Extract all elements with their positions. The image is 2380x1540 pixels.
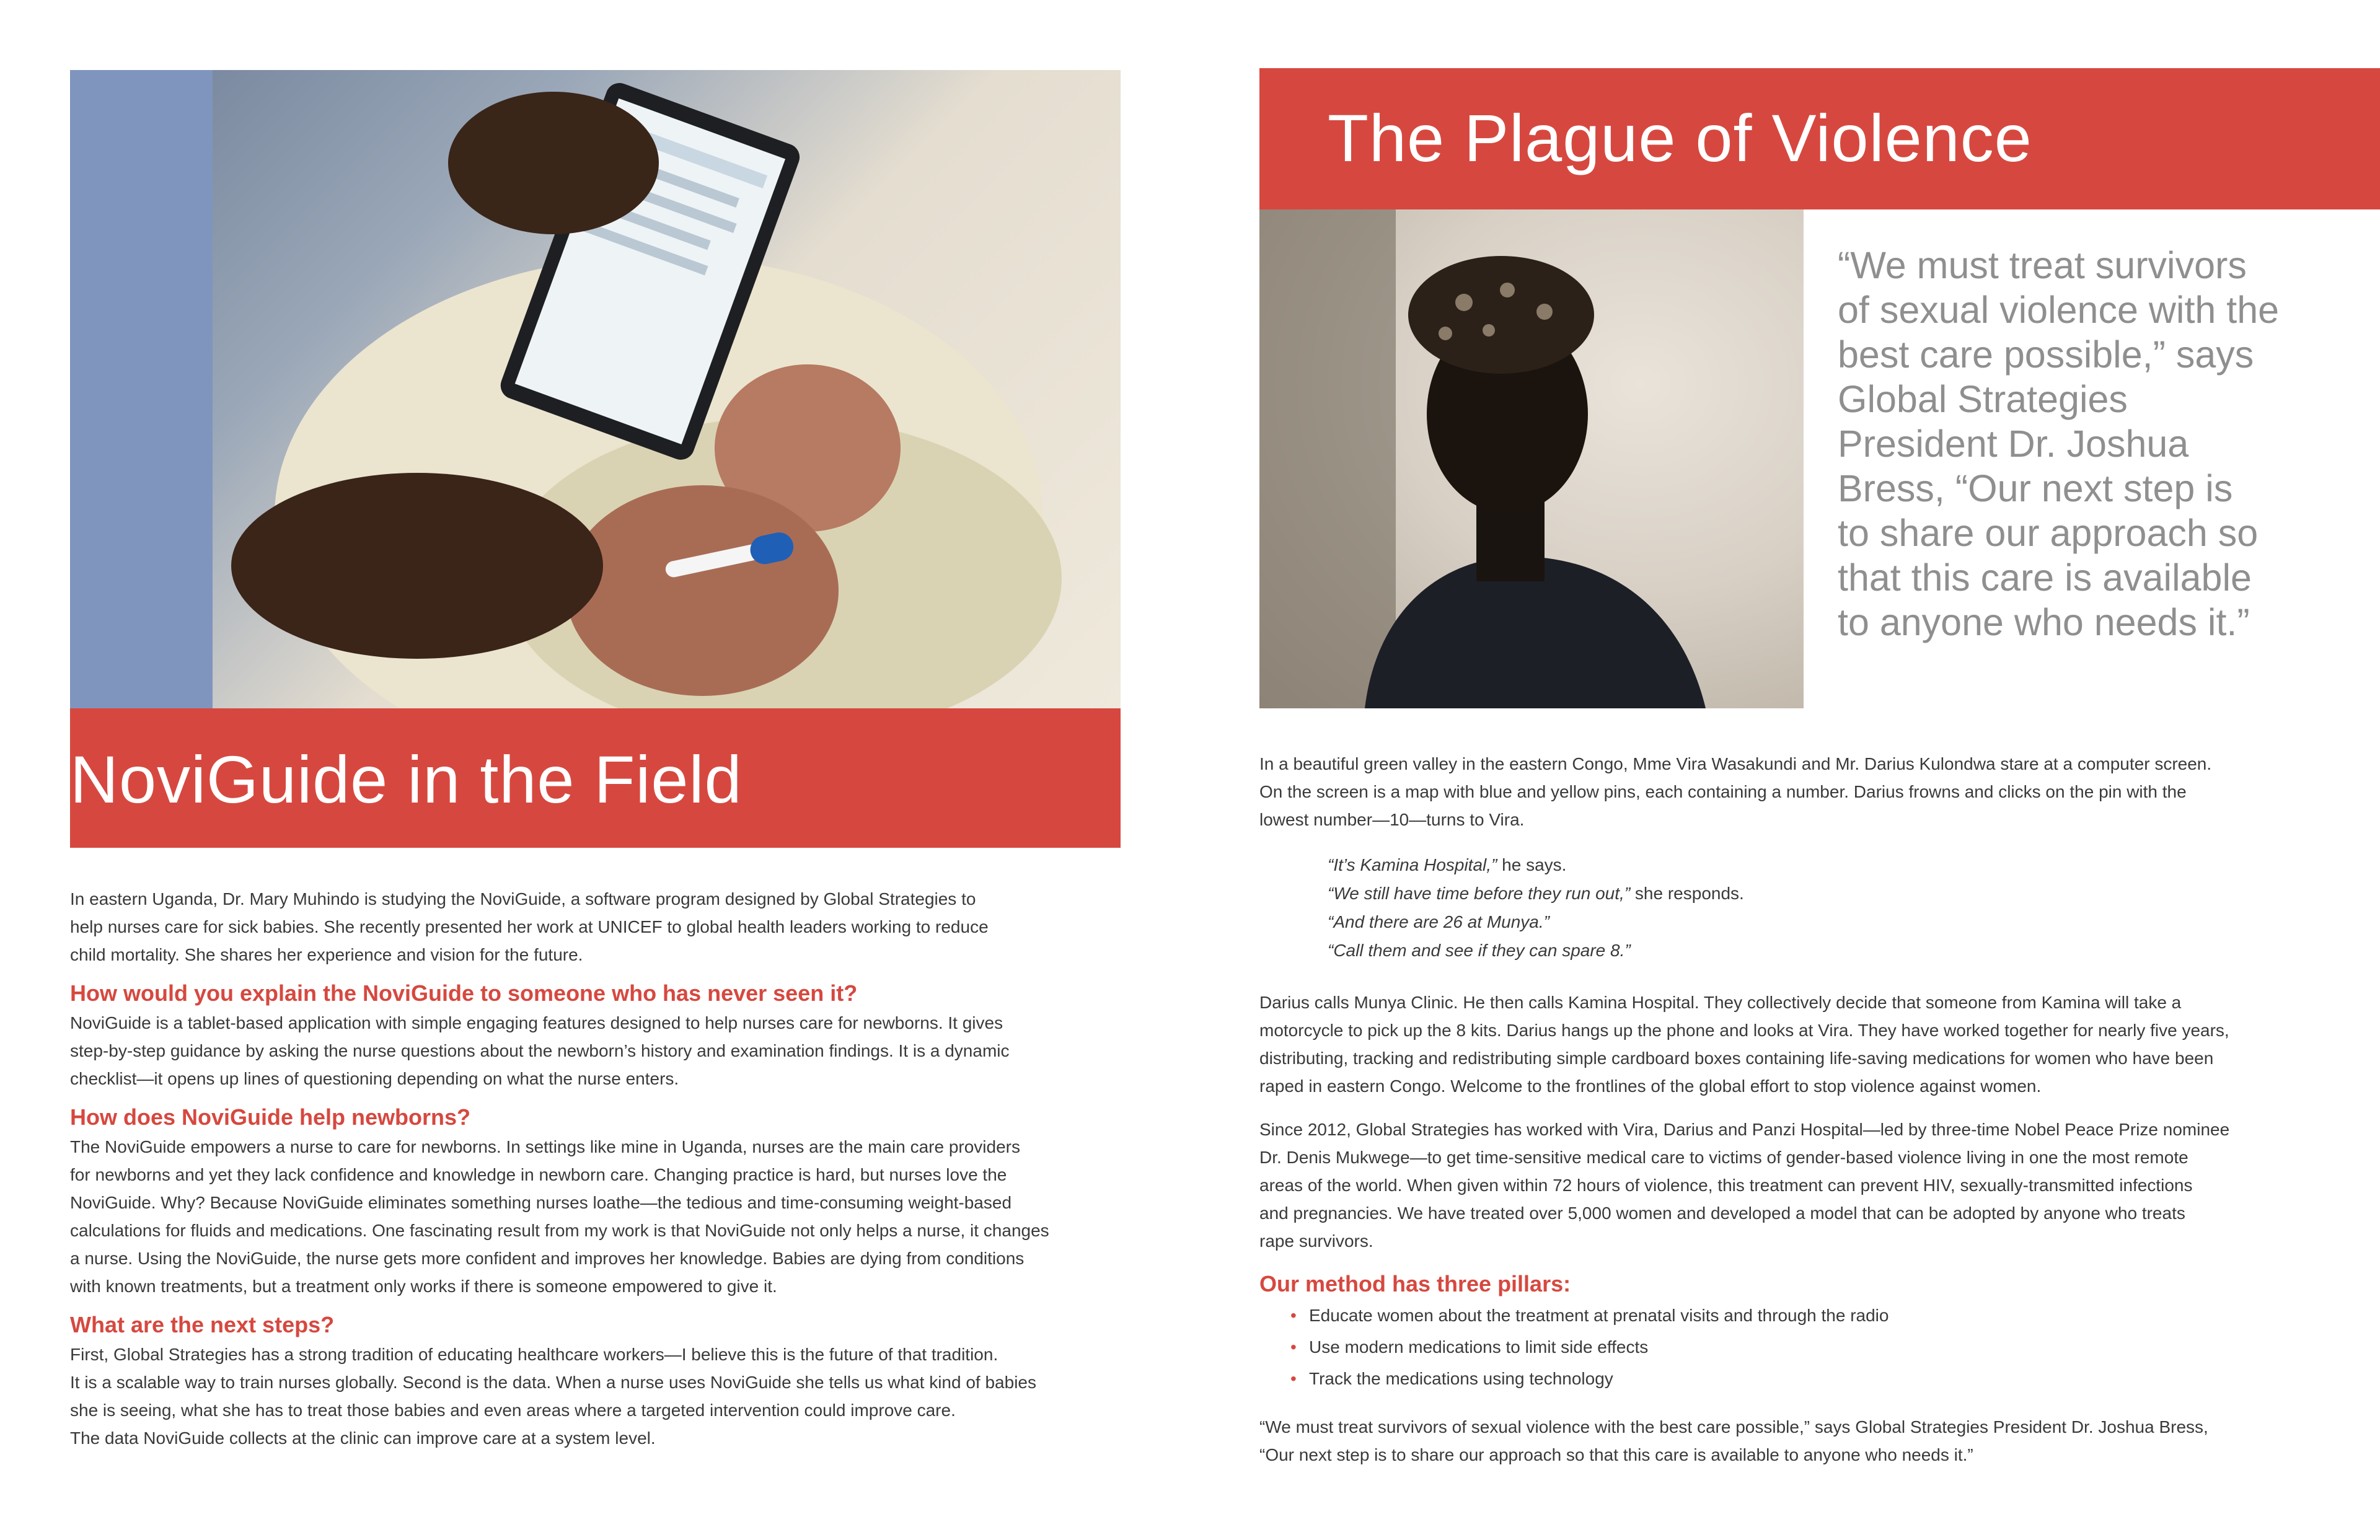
pillar-text: Track the medications using technology — [1309, 1369, 1613, 1388]
dialog-quote: “And there are 26 at Munya.” — [1328, 912, 1549, 931]
dialog-quote: “We still have time before they run out,” — [1328, 884, 1631, 903]
hand-holding-tablet — [448, 92, 659, 234]
pillar-item — [1290, 1300, 2356, 1331]
dialog-quote: “It’s Kamina Hospital,” — [1328, 855, 1497, 874]
nurse-uniform — [70, 70, 213, 708]
title-banner-right — [1259, 68, 2380, 209]
newborn-photo — [70, 70, 1121, 708]
answer-paragraph: NoviGuide is a tablet-based application with simple engaging features designed to help nurses care for newborns. It gives step-by-step guidance by asking the nurse questions about the newborn’s history and examination findings. It is a dynamic checklist—it opens up lines of questioning depending on what the nurse enters. — [70, 1013, 1010, 1088]
dialog-line — [1328, 851, 2356, 879]
dialog-quote: “Call them and see if they can spare 8.” — [1328, 941, 1631, 960]
paragraph-frontlines: Darius calls Munya Clinic. He then calls Kamina Hospital. They collectively decide that someone from Kamina will take a motorcycle to pick up the 8 kits. Darius hangs up the phone and looks at Vira. They have worked together for nearly five years, distributing, tracking and redistributing simple cardboard boxes containing life-saving medications for women who have been raped in eastern Congo. Welcome to the frontlines of the global effort to stop violence against women. — [1259, 993, 2229, 1096]
bullet-icon: • — [1290, 1369, 1297, 1388]
head-wrap — [1408, 256, 1594, 374]
dialog-line — [1328, 936, 2356, 965]
bullet-icon: • — [1290, 1306, 1297, 1325]
baby-body — [566, 485, 839, 696]
intro-paragraph-left: In eastern Uganda, Dr. Mary Muhindo is studying the NoviGuide, a software program designed by Global Strategies to help nurses care for sick babies. She recently presented her work at UNICEF to global health leaders working to reduce child mortality. She shares her experience and vision for the future. — [70, 889, 989, 964]
article-column — [1259, 750, 2356, 1469]
interview-column — [70, 885, 1117, 1452]
pull-quote: “We must treat survivors of sexual violence with the best care possible,” says Global Strategies President Dr. Joshua Bress, “Our next step is to share our approach so that this care is available to anyone who needs it.” — [1838, 244, 2280, 643]
paragraph-since-2012: Since 2012, Global Strategies has worked with Vira, Darius and Panzi Hospital—led by three-time Nobel Peace Prize nominee Dr. Denis Mukwege—to get time-sensitive medical care to victims of gender-based violence living in one the most remote areas of the world. When given within 72 hours of violence, this treatment can prevent HIV, sexually-transmitted infections and pregnancies. We have treated over 5,000 women and developed a model that can be adopted by anyone who treats rape survivors. — [1259, 1120, 2230, 1251]
silhouette-photo-illustration — [1259, 209, 1804, 708]
bullet-icon: • — [1290, 1337, 1297, 1357]
page-title-right: The Plague of Violence — [1328, 100, 2032, 175]
nurse-hand — [231, 473, 603, 659]
wall-shadow — [1259, 209, 1396, 708]
dialog-attribution: she responds. — [1630, 884, 1744, 903]
question-heading: What are the next steps? — [70, 1312, 335, 1337]
closing-quote-paragraph: “We must treat survivors of sexual violence with the best care possible,” says Global Strategies President Dr. Joshua Bress, “Our next step is to share our approach so that this care is available to anyone who needs it.” — [1259, 1417, 2208, 1464]
intro-paragraph-right: In a beautiful green valley in the eastern Congo, Mme Vira Wasakundi and Mr. Darius Kulondwa stare at a computer screen. On the screen is a map with blue and yellow pins, each containing a number. Darius frowns and clicks on the pin with the lowest number—10—turns to Vira. — [1259, 754, 2212, 829]
pillars-list — [1259, 1300, 2356, 1394]
newborn-photo-illustration — [70, 70, 1121, 708]
page-title-left: NoviGuide in the Field — [70, 742, 743, 817]
answer-paragraph: The NoviGuide empowers a nurse to care for newborns. In settings like mine in Uganda, nurses are the main care providers for newborns and yet they lack confidence and knowledge in newborn care. Changing practice is hard, but nurses love the NoviGuide. Why? Because NoviGuide eliminates something nurses loathe—the tedious and time-consuming weight-based calculations for fluids and medications. One fascinating result from my work is that NoviGuide not only helps a nurse, it changes a nurse. Using the NoviGuide, the nurse gets more confident and improves her knowledge. Babies are dying from conditions with known treatments, but a treatment only works if there is someone empowered to give it. — [70, 1137, 1049, 1296]
dialog-attribution: he says. — [1497, 855, 1567, 874]
pillar-item — [1290, 1363, 2356, 1394]
question-heading: How does NoviGuide help newborns? — [70, 1104, 471, 1130]
pillars-heading: Our method has three pillars: — [1259, 1271, 1571, 1296]
title-banner-left — [70, 708, 1121, 848]
dialog-list — [1259, 851, 2356, 965]
question-heading: How would you explain the NoviGuide to someone who has never seen it? — [70, 980, 858, 1006]
dialog-line — [1328, 879, 2356, 908]
pillar-text: Educate women about the treatment at prenatal visits and through the radio — [1309, 1306, 1889, 1325]
dialog-line — [1328, 908, 2356, 936]
answer-paragraph: First, Global Strategies has a strong tradition of educating healthcare workers—I believe this is the future of that tradition. It is a scalable way to train nurses globally. Second is the data. When a nurse uses NoviGuide she tells us what kind of babies she is seeing, what she has to treat those babies and even areas where a targeted intervention could improve care. The data NoviGuide collects at the clinic can improve care at a system level. — [70, 1345, 1036, 1448]
silhouette-photo — [1259, 209, 1804, 708]
pillar-item — [1290, 1331, 2356, 1363]
pillar-text: Use modern medications to limit side effects — [1309, 1337, 1649, 1357]
